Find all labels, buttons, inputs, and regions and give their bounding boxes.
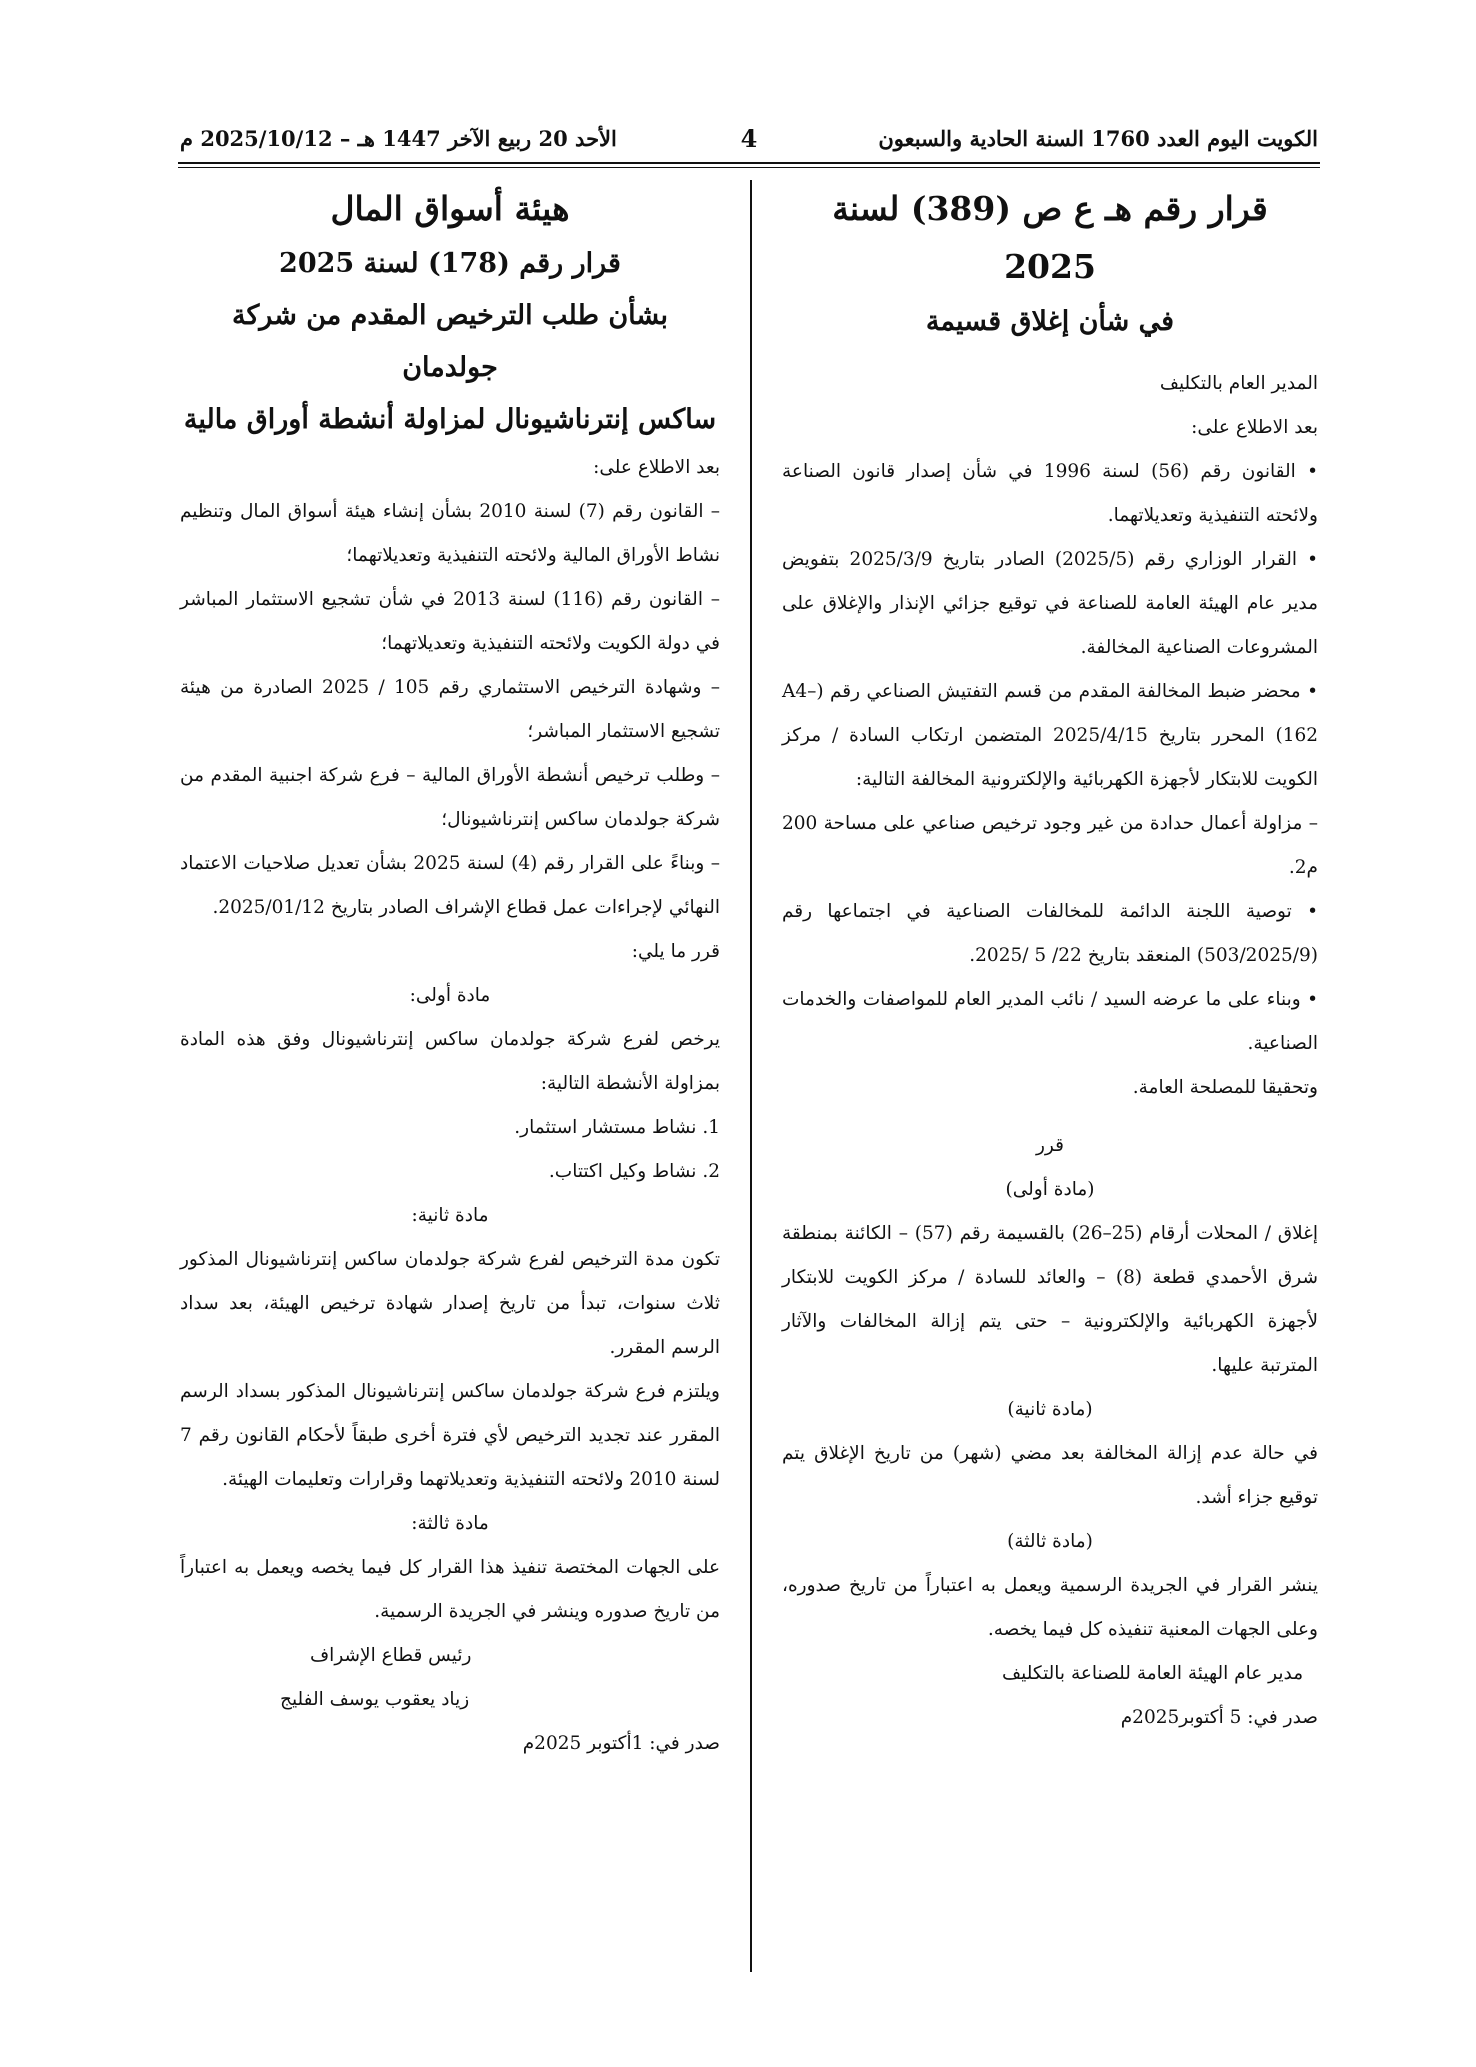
article-3-heading: مادة ثالثة:: [411, 1513, 489, 1534]
header-issue-info: الكويت اليوم العدد 1760 السنة الحادية والسبعون: [878, 126, 1318, 151]
decision-389: [782, 180, 1318, 1740]
decision-subtitle-1: بشأن طلب الترخيص المقدم من شركة جولدمان: [231, 300, 669, 383]
decision-178: [180, 180, 720, 1766]
header-rule-bottom: [178, 167, 1320, 168]
preamble-item: – القانون رقم (7) لسنة 2010 بشأن إنشاء هيئة أسواق المال وتنظيم نشاط الأوراق المالية ولائحته التنفيذية وتعديلاتهما؛: [180, 501, 720, 566]
signature-name: زياد يعقوب يوسف الفليج: [280, 1689, 470, 1710]
preamble-item: • توصية اللجنة الدائمة للمخالفات الصناعية في اجتماعها رقم (503/2025/9) المنعقد بتاريخ 22/ 5 /2025.: [782, 901, 1318, 966]
activity-item: 1. نشاط مستشار استثمار.: [514, 1117, 720, 1138]
preamble-item: – القانون رقم (116) لسنة 2013 في شأن تشجيع الاستثمار المباشر في دولة الكويت ولائحته التنفيذية وتعديلاتهما؛: [180, 589, 721, 654]
preamble-item: • وبناء على ما عرضه السيد / نائب المدير العام للمواصفات والخدمات الصناعية.: [782, 989, 1318, 1054]
decision-title: قرار رقم (178) لسنة 2025: [279, 248, 621, 279]
authority-name: هيئة أسواق المال: [330, 189, 570, 228]
article-1-text: يرخص لفرع شركة جولدمان ساكس إنترناشيونال وفق هذه المادة بمزاولة الأنشطة التالية:: [180, 1029, 720, 1094]
issuer-line: المدير العام بالتكليف: [1159, 373, 1318, 394]
article-2-text-continued: ويلتزم فرع شركة جولدمان ساكس إنترناشيونال المذكور بسداد الرسم المقرر عند تجديد الترخيص لأي فترة أخرى طبقاً لأحكام القانون رقم 7 لسنة 2010 ولائحته التنفيذية وتعديلاتهما وقرارات وتعليمات الهيئة.: [180, 1381, 720, 1490]
preamble-item: – وبناءً على القرار رقم (4) لسنة 2025 بشأن تعديل صلاحيات الاعتماد النهائي لإجراءات عمل قطاع الإشراف الصادر بتاريخ 2025/01/12.: [180, 853, 721, 918]
article-3-heading: (مادة ثالثة): [1007, 1531, 1093, 1552]
preamble-item: وتحقيقا للمصلحة العامة.: [1132, 1077, 1318, 1098]
header-rule-top: [178, 162, 1320, 164]
page-number: 4: [740, 124, 758, 153]
header-date: الأحد 20 ربيع الآخر 1447 هـ – 2025/10/12 م: [180, 126, 617, 151]
signature-line: مدير عام الهيئة العامة للصناعة بالتكليف: [1002, 1663, 1304, 1684]
decision-subtitle-2: ساكس إنترناشيونال لمزاولة أنشطة أوراق مالية: [183, 404, 717, 435]
decision-title: قرار رقم هـ ع ص (389) لسنة 2025: [832, 189, 1268, 286]
after-review-line: بعد الاطلاع على:: [593, 457, 720, 478]
preamble-item: – وشهادة الترخيص الاستثماري رقم 105 / 2025 الصادرة من هيئة تشجيع الاستثمار المباشر؛: [180, 677, 721, 742]
article-2-heading: مادة ثانية:: [411, 1205, 489, 1226]
article-1-heading: مادة أولى:: [409, 985, 491, 1006]
preamble-item: • محضر ضبط المخالفة المقدم من قسم التفتيش الصناعي رقم (A4–162) المحرر بتاريخ 2025/4/15 المتضمن ارتكاب السادة / مركز الكويت للابتكار لأجهزة الكهربائية والإلكترونية المخالفة التالية:: [782, 681, 1319, 790]
preamble-item: – مزاولة أعمال حدادة من غير وجود ترخيص صناعي على مساحة 200 م2.: [782, 813, 1318, 878]
decision-subtitle: في شأن إغلاق قسيمة: [925, 306, 1175, 337]
article-2-heading: (مادة ثانية): [1007, 1399, 1093, 1420]
decided-heading: قرر: [1036, 1135, 1064, 1156]
article-2-text: في حالة عدم إزالة المخالفة بعد مضي (شهر) من تاريخ الإغلاق يتم توقيع جزاء أشد.: [782, 1443, 1318, 1508]
preamble-item: • القرار الوزاري رقم (2025/5) الصادر بتاريخ 2025/3/9 بتفويض مدير عام الهيئة العامة للصناعة في توقيع جزائي الإنذار والإغلاق على المشروعات الصناعية المخالفة.: [782, 549, 1318, 658]
article-3-text: ينشر القرار في الجريدة الرسمية ويعمل به اعتباراً من تاريخ صدوره، وعلى الجهات المعنية تنفيذه كل فيما يخصه.: [782, 1575, 1318, 1640]
issue-date: صدر في: 1أكتوبر 2025م: [522, 1733, 720, 1754]
issue-date: صدر في: 5 أكتوبر2025م: [1120, 1707, 1318, 1728]
after-review-line: بعد الاطلاع على:: [1191, 417, 1318, 438]
page-header: [180, 124, 1318, 160]
article-1-heading: (مادة أولى): [1005, 1179, 1095, 1200]
preamble-item: – وطلب ترخيص أنشطة الأوراق المالية – فرع شركة اجنبية المقدم من شركة جولدمان ساكس إنترناشيونال؛: [180, 765, 720, 830]
signature-title: رئيس قطاع الإشراف: [310, 1645, 472, 1666]
decided-heading: قرر ما يلي:: [631, 941, 720, 962]
article-1-text: إغلاق / المحلات أرقام (25–26) بالقسيمة رقم (57) – الكائنة بمنطقة شرق الأحمدي قطعة (8) – والعائد للسادة / مركز الكويت للابتكار لأجهزة الكهربائية والإلكترونية – حتى يتم إزالة المخالفات والآثار المترتبة عليها.: [782, 1223, 1318, 1376]
activity-item: 2. نشاط وكيل اكتتاب.: [548, 1161, 720, 1182]
article-3-text: على الجهات المختصة تنفيذ هذا القرار كل فيما يخصه ويعمل به اعتباراً من تاريخ صدوره وينشر في الجريدة الرسمية.: [180, 1557, 720, 1622]
preamble-item: • القانون رقم (56) لسنة 1996 في شأن إصدار قانون الصناعة ولائحته التنفيذية وتعديلاتهما.: [782, 461, 1318, 526]
article-2-text: تكون مدة الترخيص لفرع شركة جولدمان ساكس إنترناشيونال المذكور ثلاث سنوات، تبدأ من تاريخ إصدار شهادة ترخيص الهيئة، بعد سداد الرسم المقرر.: [180, 1249, 720, 1358]
column-divider: [750, 180, 752, 1972]
